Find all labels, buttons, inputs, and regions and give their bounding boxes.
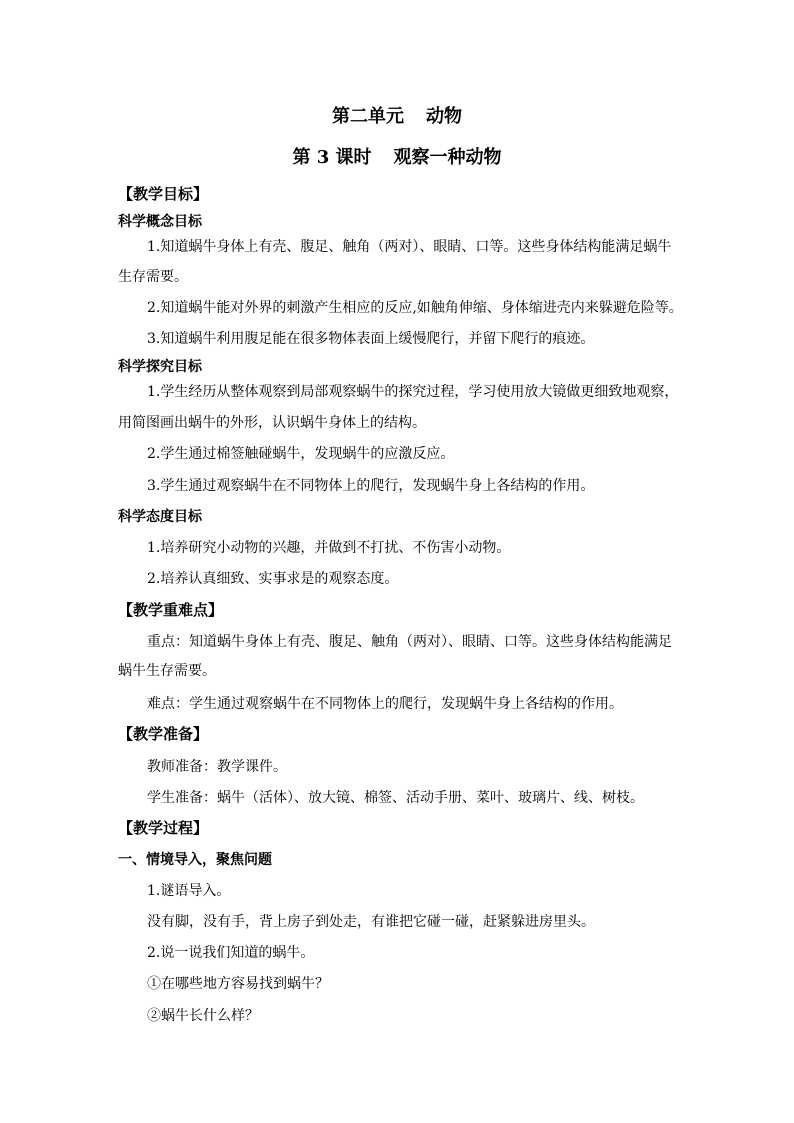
process-item-5: ②蜗牛长什么样？ (147, 1008, 259, 1024)
attitude-item-1: 1.培养研究小动物的兴趣，并做到不打扰、不伤害小动物。 (147, 540, 511, 556)
prep-item-2: 学生准备：蜗牛（活体）、放大镜、棉签、活动手册、菜叶、玻璃片、线、树枝。 (147, 790, 644, 806)
concept-item-1-cont: 生存需要。 (118, 269, 188, 285)
objectives-heading: 【教学目标】 (118, 185, 209, 203)
lesson-title-left: 第 3 课时 (292, 147, 372, 168)
concept-item-3: 3.知道蜗牛利用腹足能在很多物体表面上缓慢爬行，并留下爬行的痕迹。 (147, 331, 595, 347)
key-heading: 【教学重难点】 (118, 601, 224, 619)
unit-title-right: 动物 (426, 106, 462, 127)
attitude-heading: 科学态度目标 (118, 509, 202, 525)
prep-item-1: 教师准备：教学课件。 (147, 759, 287, 775)
concept-item-2: 2.知道蜗牛能对外界的刺激产生相应的反应,如触角伸缩、身体缩进壳内来躲避危险等。 (147, 300, 683, 316)
attitude-item-2: 2.培养认真细致、实事求是的观察态度。 (147, 571, 399, 587)
inquiry-item-1: 1.学生经历从整体观察到局部观察蜗牛的探究过程，学习使用放大镜做更细致地观察， (147, 384, 679, 400)
concept-item-1: 1.知道蜗牛身体上有壳、腹足、触角（两对）、眼睛、口等。这些身体结构能满足蜗牛 (147, 239, 672, 255)
lesson-title-right: 观察一种动物 (393, 147, 502, 168)
process-item-4: ①在哪些地方容易找到蜗牛？ (147, 976, 329, 992)
unit-title (0, 104, 794, 130)
unit-title-left: 第二单元 (332, 106, 404, 127)
inquiry-item-3: 3.学生通过观察蜗牛在不同物体上的爬行，发现蜗牛身上各结构的作用。 (147, 478, 595, 494)
key-item-1: 重点：知道蜗牛身体上有壳、腹足、触角（两对）、眼睛、口等。这些身体结构能满足 (147, 634, 672, 650)
process-heading: 【教学过程】 (118, 819, 209, 837)
prep-heading: 【教学准备】 (118, 725, 209, 743)
process-sub-heading: 一、情境导入，聚焦问题 (118, 852, 272, 868)
inquiry-heading: 科学探究目标 (118, 359, 202, 375)
key-item-2: 难点：学生通过观察蜗牛在不同物体上的爬行，发现蜗牛身上各结构的作用。 (147, 696, 623, 712)
key-item-1-cont: 蜗牛生存需要。 (118, 663, 216, 679)
inquiry-item-1-cont: 用简图画出蜗牛的外形，认识蜗牛身体上的结构。 (118, 415, 426, 431)
inquiry-item-2: 2.学生通过棉签触碰蜗牛，发现蜗牛的应激反应。 (147, 446, 455, 462)
process-item-2: 没有脚，没有手，背上房子到处走，有谁把它碰一碰，赶紧躲进房里头。 (147, 914, 595, 930)
concept-heading: 科学概念目标 (118, 214, 202, 230)
lesson-title (0, 145, 794, 171)
process-item-1: 1.谜语导入。 (147, 883, 231, 899)
process-item-3: 2.说一说我们知道的蜗牛。 (147, 945, 315, 961)
